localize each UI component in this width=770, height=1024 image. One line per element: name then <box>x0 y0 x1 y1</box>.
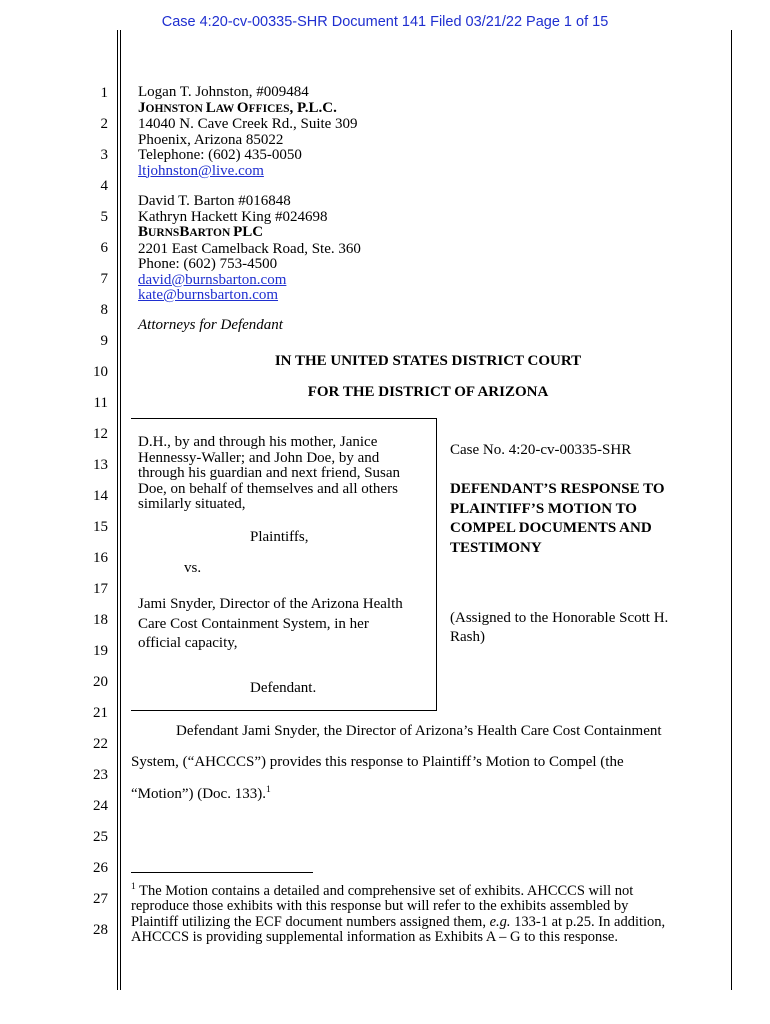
line-number: 13 <box>93 457 108 473</box>
plaintiffs-description: D.H., by and through his mother, Janice Hennessy-Waller; and John Doe, by and through his guardian and next friend, Susan Doe, on behalf of themselves and all others similarly situated, <box>138 434 401 512</box>
line-number: 11 <box>93 395 108 411</box>
email-link[interactable]: kate@burnsbarton.com <box>138 287 279 303</box>
line-number: 18 <box>93 612 108 628</box>
left-margin-rule <box>117 30 118 990</box>
counsel-block-johnston <box>138 85 358 179</box>
phone-line: Telephone: (602) 435-0050 <box>138 147 302 163</box>
address-line: 2201 East Camelback Road, Ste. 360 <box>138 240 361 257</box>
body-text-line: Defendant Jami Snyder, the Director of Arizona’s Health Care Cost Containment <box>176 723 662 739</box>
email-link[interactable]: ltjohnston@live.com <box>138 162 264 179</box>
court-district: FOR THE DISTRICT OF ARIZONA <box>307 384 549 400</box>
line-number: 12 <box>93 426 108 442</box>
line-number: 28 <box>93 922 108 938</box>
line-number: 6 <box>100 240 108 256</box>
line-number: 24 <box>93 798 108 814</box>
counsel-block-burnsbarton <box>138 194 361 304</box>
attorney-name: Logan T. Johnston, #009484 <box>138 84 309 100</box>
line-number: 3 <box>100 147 108 163</box>
line-number: 25 <box>93 829 108 845</box>
versus-label: vs. <box>184 560 202 576</box>
line-number: 19 <box>93 643 108 659</box>
footnote-separator <box>131 872 313 873</box>
defendant-label: Defendant. <box>250 680 317 696</box>
line-number: 23 <box>93 767 108 783</box>
line-number: 22 <box>93 736 108 752</box>
line-number: 17 <box>93 581 108 597</box>
footnote: $^1$ The Motion contains a detailed and comprehensive set of exhibits. AHCCCS will not reproduce those exhibits with this response but will refer to the exhibits assembled by Plaintiff utilizing the ECF document numbers assigned them, e.g. 133-1 at p.25. In addition, AHCCCS is providing supplemental information as Exhibits A – G to this response. <box>131 882 666 946</box>
line-number: 2 <box>100 116 108 132</box>
caption-top-rule <box>131 418 436 419</box>
footnote-marker: 1 <box>131 882 136 892</box>
line-number: 5 <box>100 209 108 225</box>
line-number: 26 <box>93 860 108 876</box>
line-number: 20 <box>93 674 108 690</box>
footnote-reference: 1 <box>265 785 271 795</box>
line-number: 14 <box>93 488 108 504</box>
body-text-line: “Motion”) (Doc. 133).$^1$ <box>131 785 271 802</box>
line-number: 16 <box>93 550 108 566</box>
body-text-line: System, (“AHCCCS”) provides this response to Plaintiff’s Motion to Compel (the <box>131 754 624 770</box>
plaintiffs-label: Plaintiffs, <box>250 529 309 545</box>
line-number: 4 <box>100 178 108 194</box>
firm-name: BURNSBARTON PLC <box>138 224 264 240</box>
document-title: DEFENDANT’S RESPONSE TO PLAINTIFF’S MOTION TO COMPEL DOCUMENTS AND TESTIMONY <box>450 481 665 556</box>
line-number: 7 <box>100 271 108 287</box>
attorney-name: David T. Barton #016848 <box>138 193 291 209</box>
phone-line: Phone: (602) 753-4500 <box>138 256 278 272</box>
address-line: Phoenix, Arizona 85022 <box>138 131 284 148</box>
case-header-stamp: Case 4:20-cv-00335-SHR Document 141 Filed 03/21/22 Page 1 of 15 <box>161 14 609 30</box>
caption-bottom-rule <box>131 710 436 711</box>
line-number: 27 <box>93 891 108 907</box>
address-line: 14040 N. Cave Creek Rd., Suite 309 <box>138 116 358 132</box>
right-margin-rule <box>731 30 732 990</box>
court-name: IN THE UNITED STATES DISTRICT COURT <box>274 353 582 369</box>
attorneys-for-label: Attorneys for Defendant <box>138 317 283 333</box>
assigned-judge: (Assigned to the Honorable Scott H. Rash) <box>450 610 669 645</box>
case-number: Case No. 4:20-cv-00335-SHR <box>450 442 632 458</box>
line-number: 8 <box>100 302 108 318</box>
line-number: 21 <box>93 705 108 721</box>
line-number: 10 <box>93 364 108 380</box>
line-number: 15 <box>93 519 108 535</box>
line-number: 9 <box>100 333 108 349</box>
defendant-description: Jami Snyder, Director of the Arizona Health Care Cost Containment System, in her official capacity, <box>138 596 403 651</box>
caption-right-rule <box>436 418 437 711</box>
email-link[interactable]: david@burnsbarton.com <box>138 271 287 288</box>
line-number: 1 <box>100 85 108 101</box>
firm-name: JOHNSTON LAW OFFICES, P.L.C. <box>138 99 337 116</box>
left-margin-rule-inner <box>120 30 121 990</box>
attorney-name: Kathryn Hackett King #024698 <box>138 208 328 225</box>
